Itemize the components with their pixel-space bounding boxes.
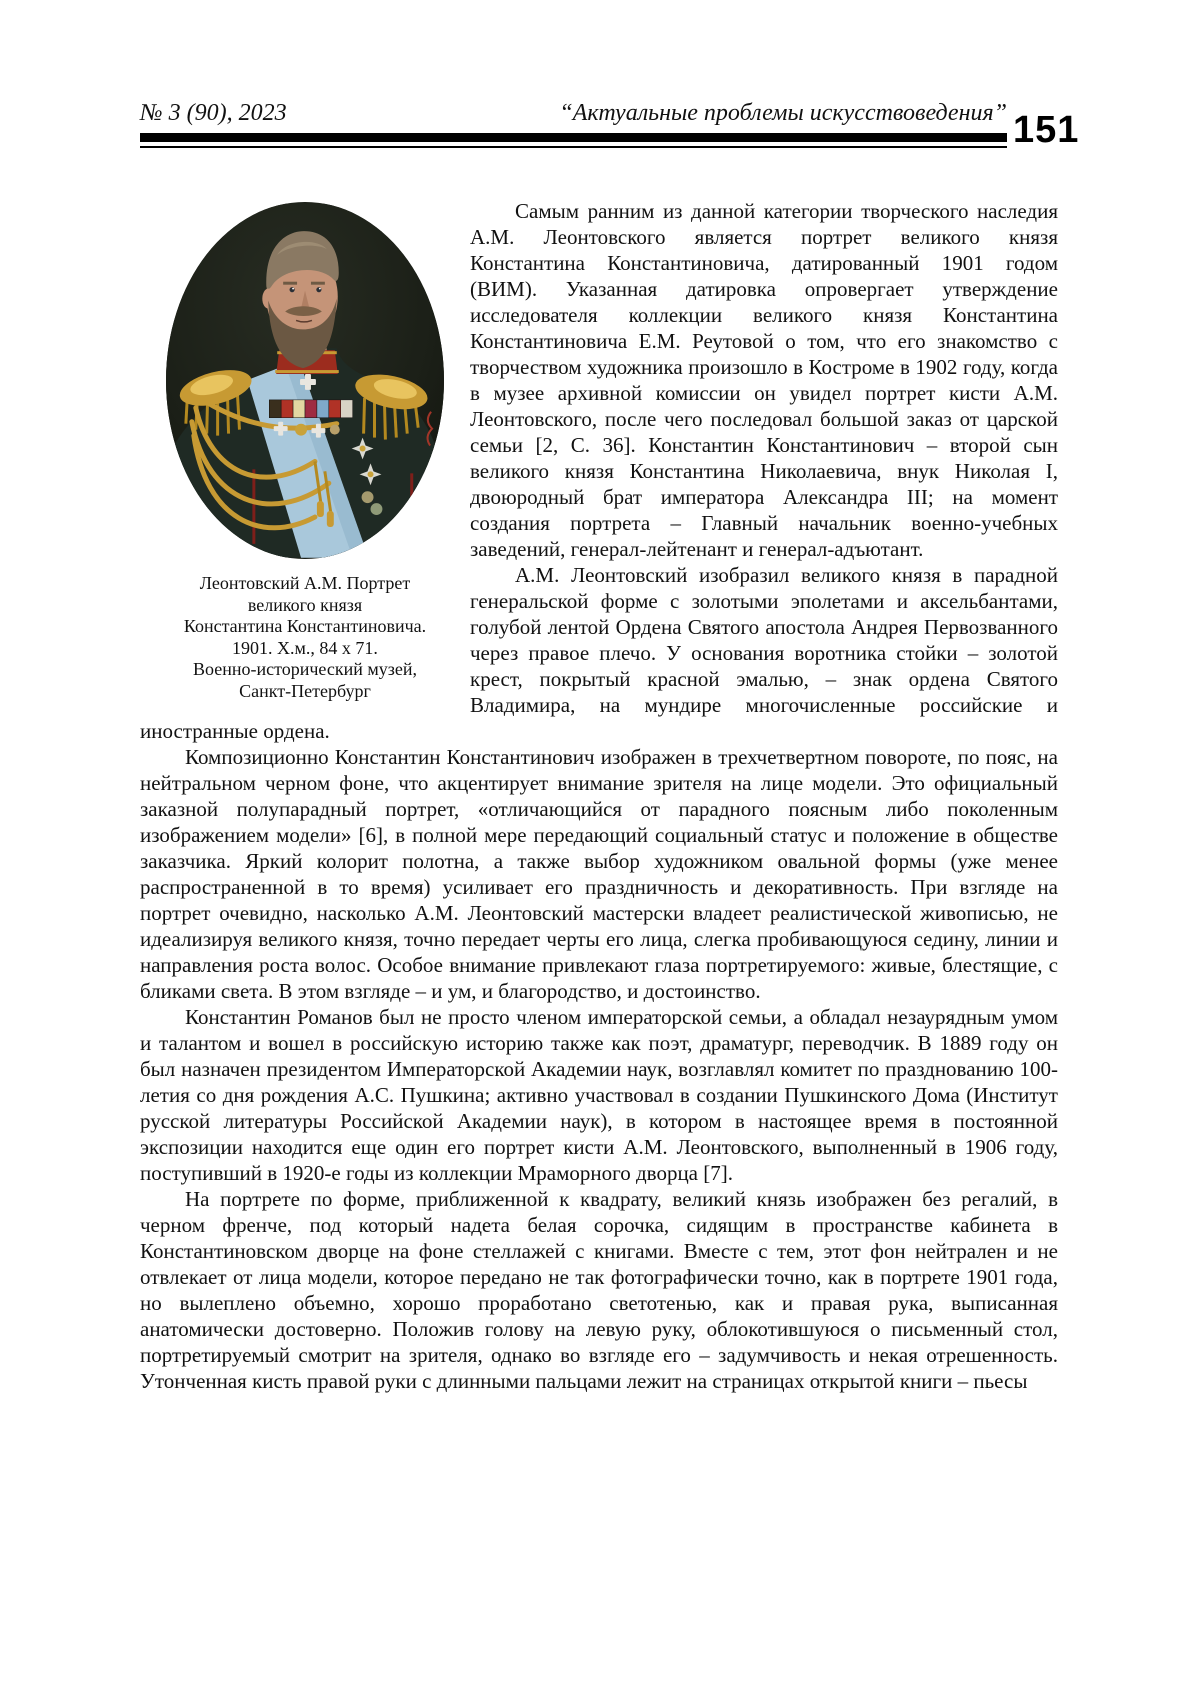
medal-ribbon-bar	[269, 400, 352, 418]
page-header	[0, 100, 1200, 151]
paragraph-3: Композиционно Константин Константинович изображен в трехчетвертном повороте, по пояс, на нейтральном черном фоне, что акцентирует внимание зрителя на лице модели. Это официальный заказной полупарадный портрет, «отличающийся от парадного поясным либо поколенным изображением модели» [6], в полной мере передающий социальный статус и положение в обществе заказчика. Яркий колорит полотна, а также выбор художником овальной формы (уже менее распространенной в то время) усиливает его праздничность и декоративность. При взгляде на портрет очевидно, насколько А.М. Леонтовский мастерски владеет реалистической живописью, не идеализируя великого князя, точно передает черты его лица, слегка пробивающуюся седину, линии и направления роста волос. Особое внимание привлекают глаза портретируемого: живые, блестящие, с бликами света. В этом взгляде – и ум, и благородство, и достоинство.	[140, 745, 1058, 1003]
portrait-svg	[166, 202, 444, 559]
uniform-piping-left	[252, 469, 255, 543]
issue-number: № 3 (90), 2023	[140, 100, 287, 126]
figure-caption: Леонтовский А.М. Портрет великого князя Константина Константиновича. 1901. Х.м., 84 х 71. Военно-исторический музей, Санкт-Петербург	[183, 573, 427, 701]
figure-portrait	[140, 202, 470, 702]
article-body	[140, 198, 1058, 1394]
header-rule-thick	[140, 133, 1007, 142]
uniform-piping-right	[410, 473, 413, 543]
paragraph-4: Константин Романов был не просто членом императорской семьи, а обладал незаурядным умом и талантом и вошел в российскую историю также как поэт, драматург, переводчик. В 1889 году он был назначен президентом Императорской Академии наук, возглавлял комитет по празднованию 100-летия со дня рождения А.С. Пушкина; активно участвовал в создании Пушкинского Дома (Институт русской литературы Российской Академии наук), в котором в настоящее время в постоянной экспозиции находится еще один его портрет кисти А.М. Леонтовского, выполненный в 1906 году, поступивший в 1920-е годы из коллекции Мраморного дворца [7].	[140, 1005, 1058, 1185]
collar-braid-bottom	[275, 370, 339, 373]
paragraph-1: Самым ранним из данной категории творческого наследия А.М. Леонтовского является портрет великого князя Константина Константиновича, датированный 1901 годом (ВИМ). Указанная датировка опровергает утверждение исследователя коллекции великого князя Константина Константиновича Е.М. Реутовой о том, что его знакомство с творчеством художника произошло в Костроме в 1902 году, когда в музее архивной комиссии он увидел портрет кисти А.М. Леонтовского, после чего последовал большой заказ от царской семьи [2, С. 36]. Константин Константинович – второй сын великого князя Константина Николаевича, внук Николая I, двоюродный брат императора Александра III; на момент создания портрета – Главный начальник военно-учебных заведений, генерал-лейтенант и генерал-адъютант.	[470, 199, 1058, 561]
portrait-image	[166, 202, 444, 559]
ear	[262, 289, 274, 309]
header-rule-thin	[140, 146, 1007, 148]
running-head	[140, 100, 1007, 126]
journal-title: “Актуальные проблемы искусствоведения”	[559, 100, 1007, 126]
page-number: 151	[1013, 109, 1080, 151]
header-rule	[140, 133, 1007, 148]
paragraph-5: На портрете по форме, приближенной к квадрату, великий князь изображен без регалий, в черном френче, под который надета белая сорочка, сидящим в пространстве кабинета в Константиновском дворце на фоне стеллажей с книгами. Вместе с тем, этот фон нейтрален и не отвлекает от лица модели, которое передано не так фотографически точно, как в портрете 1901 года, но вылеплено объемно, хорошо проработано светотенью, как и правая рука, выписанная анатомически достоверно. Положив голову на левую руку, облокотившуюся о письменный стол, портретируемый смотрит на зрителя, однако во взгляде его – задумчивость и некая отрешенность. Утонченная кисть правой руки с длинными пальцами лежит на страницах открытой книги – пьесы	[140, 1187, 1058, 1393]
paragraph-2: А.М. Леонтовский изобразил великого князя в парадной генеральской форме с золотыми эполетами и аксельбантами, голубой лентой Ордена Святого апостола Андрея Первозванного через правое плечо. У основания воротника стойки – золотой крест, покрытый красной эмалью, – знак ордена Святого Владимира, на мундире многочисленные российские и иностранные ордена.	[140, 563, 1058, 743]
